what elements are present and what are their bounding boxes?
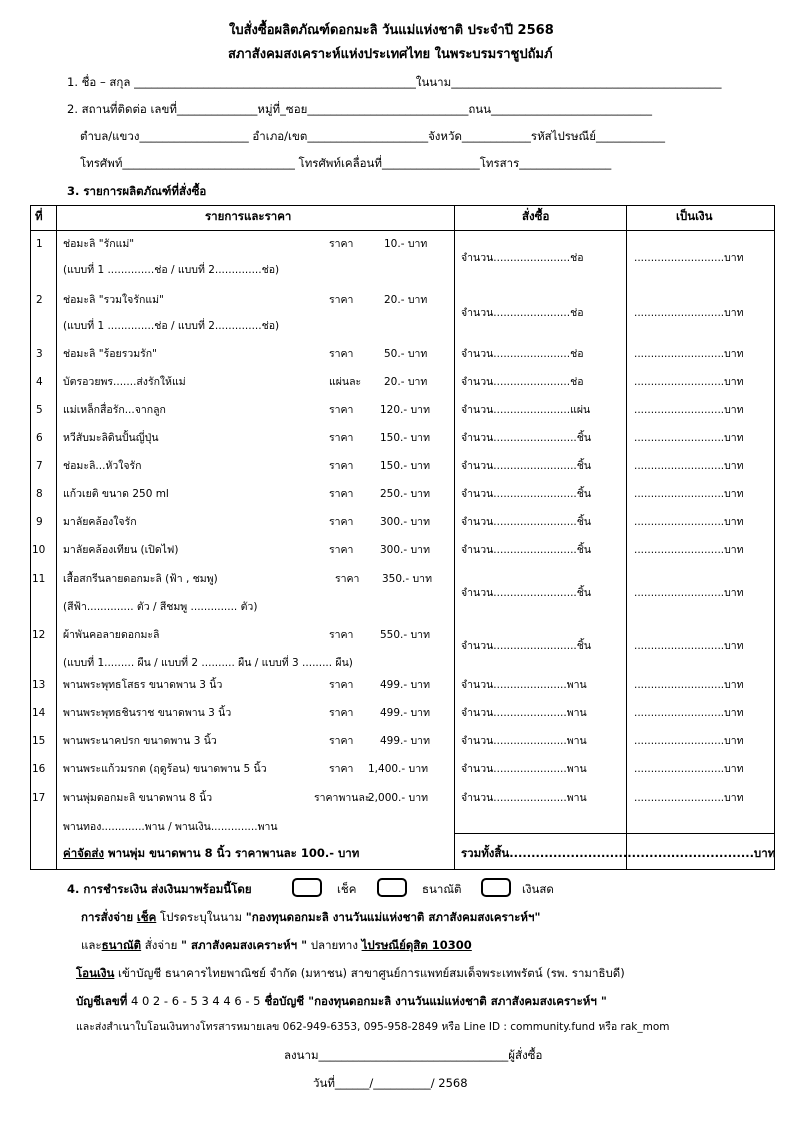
item-variant-line[interactable]: (แบบที่ 1......... ผืน / แบบที่ 2 .......... ผืน / แบบที่ 3 ......... ผืน)	[63, 657, 353, 669]
amount-field[interactable]: ...........................บาท	[634, 348, 744, 360]
cash-option-label: เงินสด	[522, 882, 554, 896]
form-subtitle: สภาสังคมสงเคราะห์แห่งประเทศไทย ในพระบรมราชูปถัมภ์	[228, 47, 553, 62]
amount-field[interactable]: ...........................บาท	[634, 307, 744, 319]
col-header-item: รายการและราคา	[205, 209, 292, 223]
item-unit: ราคา	[329, 516, 354, 528]
qty-field[interactable]: จำนวน.......................ช่อ	[461, 307, 584, 319]
item-price: 350.- บาท	[382, 573, 432, 585]
table-divider	[454, 206, 455, 869]
row-number: 10	[32, 544, 46, 556]
item-price: 2,000.- บาท	[368, 792, 429, 804]
item-price: 150.- บาท	[380, 460, 430, 472]
item-price: 50.- บาท	[384, 348, 428, 360]
item-name: ช่อมะลิ "ร้อยรวมรัก"	[63, 348, 157, 360]
qty-field[interactable]: จำนวน.........................ชิ้น	[461, 460, 592, 472]
cash-checkbox[interactable]	[481, 878, 511, 897]
qty-field[interactable]: จำนวน.........................ชิ้น	[461, 587, 592, 599]
item-name: หวีสับมะลิดินปั้นญี่ปุ่น	[63, 432, 159, 444]
item-unit: ราคา	[329, 294, 354, 306]
item-unit: ราคา	[329, 763, 354, 775]
shipping-label: ค่าจัดส่ง	[63, 846, 104, 860]
item-unit: ราคา	[329, 488, 354, 500]
item-price: 300.- บาท	[380, 544, 430, 556]
qty-field[interactable]: จำนวน.......................ช่อ	[461, 252, 584, 264]
item-unit: ราคา	[329, 707, 354, 719]
item-name: เสื้อสกรีนลายดอกมะลิ (ฟ้า , ชมพู)	[63, 573, 218, 585]
row-number: 9	[36, 516, 43, 528]
item-unit: ราคา	[329, 679, 354, 691]
item-price: 499.- บาท	[380, 735, 430, 747]
item-name: ผ้าพันคอลายดอกมะลิ	[63, 629, 160, 641]
amount-field[interactable]: ...........................บาท	[634, 460, 744, 472]
phone-field-line[interactable]: โทรศัพท์______________________________ โทรศัพท์เคลื่อนที่_________________โทรสาร________________	[80, 156, 612, 170]
item-unit: ราคา	[329, 460, 354, 472]
item-name: ช่อมะลิ "รวมใจรักแม่"	[63, 294, 164, 306]
row-number: 5	[36, 404, 43, 416]
amount-field[interactable]: ...........................บาท	[634, 516, 744, 528]
money-order-word: ธนาณัติ	[101, 938, 142, 952]
item-name: พานพระนาคปรก ขนาดพาน 3 นิ้ว	[63, 735, 217, 747]
amount-field[interactable]: ...........................บาท	[634, 707, 744, 719]
amount-field[interactable]: ...........................บาท	[634, 376, 744, 388]
item-variant-line[interactable]: (แบบที่ 1 ..............ช่อ / แบบที่ 2..............ช่อ)	[63, 320, 280, 332]
transfer-bank: เข้าบัญชี ธนาคารไทยพาณิชย์ จำกัด (มหาชน) สาขาศูนย์การแพทย์สมเด็จพระเทพรัตน์ (รพ. รามาธิบดี)	[114, 966, 625, 980]
qty-field[interactable]: จำนวน.........................ชิ้น	[461, 544, 592, 556]
payment-heading: 4. การชำระเงิน ส่งเงินมาพร้อมนี้โดย	[67, 882, 252, 896]
qty-field[interactable]: จำนวน.......................ช่อ	[461, 348, 584, 360]
money-order-middle: สั่งจ่าย	[141, 938, 182, 952]
amount-field[interactable]: ...........................บาท	[634, 735, 744, 747]
qty-field[interactable]: จำนวน......................พาน	[461, 735, 587, 747]
row-number: 2	[36, 294, 43, 306]
address-field-line[interactable]: 2. สถานที่ติดต่อ เลขที่______________หมู่ที่_ซอย____________________________ถนน____________________________	[67, 102, 653, 116]
header-divider	[31, 230, 774, 231]
item-name: พานพระพุทธโสธร ขนาดพาน 3 นิ้ว	[63, 679, 223, 691]
qty-field[interactable]: จำนวน.......................แผ่น	[461, 404, 591, 416]
col-header-amount: เป็นเงิน	[676, 209, 713, 223]
qty-field[interactable]: จำนวน......................พาน	[461, 763, 587, 775]
item-name: มาลัยคล้องใจรัก	[63, 516, 137, 528]
item-price: 499.- บาท	[380, 707, 430, 719]
item-name: พานพุ่มดอกมะลิ ขนาดพาน 8 นิ้ว	[63, 792, 213, 804]
item-name: แม่เหล็กสื่อรัก...จากลูก	[63, 404, 166, 416]
shipping-text: พานพุ่ม ขนาดพาน 8 นิ้ว ราคาพานละ 100.- บาท	[104, 846, 360, 860]
col-header-order: สั่งซื้อ	[522, 209, 550, 223]
money-order-checkbox[interactable]	[377, 878, 407, 897]
item-name: มาลัยคล้องเทียน (เปิดไฟ)	[63, 544, 179, 556]
item-price: 10.- บาท	[384, 238, 428, 250]
row-number: 13	[32, 679, 46, 691]
amount-field[interactable]: ...........................บาท	[634, 404, 744, 416]
qty-field[interactable]: จำนวน.......................ช่อ	[461, 376, 584, 388]
item-price: 550.- บาท	[380, 629, 430, 641]
signature-field[interactable]: ลงนาม_________________________________ผู้สั่งซื้อ	[284, 1048, 543, 1062]
cheque-middle: โปรดระบุในนาม	[156, 910, 246, 924]
account-label: บัญชีเลขที่	[76, 994, 128, 1008]
amount-field[interactable]: ...........................บาท	[634, 252, 744, 264]
item-price: 300.- บาท	[380, 516, 430, 528]
item-price: 120.- บาท	[380, 404, 430, 416]
row-number: 7	[36, 460, 43, 472]
row-number: 11	[32, 573, 46, 585]
cheque-checkbox[interactable]	[292, 878, 322, 897]
district-field-line[interactable]: ตำบล/แขวง___________________ อำเภอ/เขต_____________________จังหวัด____________รหัสไปรษณีย์____________	[80, 129, 665, 143]
qty-field[interactable]: จำนวน.........................ชิ้น	[461, 516, 592, 528]
item-unit: แผ่นละ	[329, 376, 362, 388]
item-price: 499.- บาท	[380, 679, 430, 691]
row-number: 3	[36, 348, 43, 360]
row-number: 1	[36, 238, 43, 250]
item-unit: ราคา	[335, 573, 360, 585]
amount-field[interactable]: ...........................บาท	[634, 488, 744, 500]
item-unit: ราคาพานละ	[314, 792, 371, 804]
shipping-note	[63, 848, 359, 860]
row-number: 16	[32, 763, 46, 775]
money-order-payee: " สภาสังคมสงเคราะห์ฯ "	[181, 938, 308, 952]
item-unit: ราคา	[329, 432, 354, 444]
money-order-option-label: ธนาณัติ	[422, 882, 462, 896]
item-price: 20.- บาท	[384, 376, 428, 388]
table-divider	[56, 206, 57, 869]
date-field[interactable]: วันที่______/__________/ 2568	[313, 1076, 468, 1090]
row-number: 14	[32, 707, 46, 719]
cheque-instruction	[81, 912, 540, 924]
table-divider	[626, 206, 627, 869]
item-unit: ราคา	[329, 404, 354, 416]
item-name: พานพระแก้วมรกต (ฤดูร้อน) ขนาดพาน 5 นิ้ว	[63, 763, 267, 775]
item-variant-line[interactable]: (สีฟ้า.............. ตัว / สีชมพู .............. ตัว)	[63, 601, 258, 613]
item-unit: ราคา	[329, 629, 354, 641]
row-number: 15	[32, 735, 46, 747]
qty-field[interactable]: จำนวน.........................ชิ้น	[461, 640, 592, 652]
item-name: ช่อมะลิ...หัวใจรัก	[63, 460, 142, 472]
item-name: บัตรอวยพร.......ส่งรักให้แม่	[63, 376, 186, 388]
total-divider	[454, 833, 774, 834]
section-products-heading: 3. รายการผลิตภัณฑ์ที่สั่งซื้อ	[67, 184, 207, 198]
name-field-line[interactable]: 1. ชื่อ – สกุล _________________________________________________ในนาม_______________________________________________	[67, 75, 722, 89]
row-number: 6	[36, 432, 43, 444]
amount-field[interactable]: ...........................บาท	[634, 544, 744, 556]
qty-field[interactable]: จำนวน.........................ชิ้น	[461, 432, 592, 444]
item-unit: ราคา	[329, 735, 354, 747]
amount-field[interactable]: ...........................บาท	[634, 640, 744, 652]
row-number: 8	[36, 488, 43, 500]
transfer-word: โอนเงิน	[76, 966, 115, 980]
account-info	[76, 996, 607, 1008]
qty-field[interactable]: จำนวน......................พาน	[461, 792, 587, 804]
amount-field[interactable]: ...........................บาท	[634, 587, 744, 599]
cheque-option-label: เช็ค	[337, 882, 357, 896]
row-number: 4	[36, 376, 43, 388]
item-price: 150.- บาท	[380, 432, 430, 444]
cheque-word: เช็ค	[136, 910, 157, 924]
item-unit: ราคา	[329, 348, 354, 360]
amount-field[interactable]: ...........................บาท	[634, 679, 744, 691]
send-slip-instruction: และส่งสำเนาใบโอนเงินทางโทรสารหมายเลข 062-949-6353, 095-958-2849 หรือ Line ID : community.fund หรือ rak_mom	[76, 1021, 670, 1033]
item-unit: ราคา	[329, 238, 354, 250]
item-variant-line[interactable]: (แบบที่ 1 ..............ช่อ / แบบที่ 2..............ช่อ)	[63, 264, 280, 276]
item-name: ช่อมะลิ "รักแม่"	[63, 238, 135, 250]
item-name: แก้วเยติ ขนาด 250 ml	[63, 488, 169, 500]
qty-field[interactable]: จำนวน......................พาน	[461, 679, 587, 691]
form-title: ใบสั่งซื้อผลิตภัณฑ์ดอกมะลิ วันแม่แห่งชาติ ประจำปี 2568	[229, 23, 554, 38]
item-name: พานพระพุทธชินราช ขนาดพาน 3 นิ้ว	[63, 707, 232, 719]
qty-field[interactable]: จำนวน......................พาน	[461, 707, 587, 719]
cheque-prefix: การสั่งจ่าย	[81, 910, 134, 924]
cheque-payee: "กองทุนดอกมะลิ งานวันแม่แห่งชาติ สภาสังคมสงเคราะห์ฯ"	[245, 910, 541, 924]
transfer-instruction	[76, 968, 625, 980]
item-price: 1,400.- บาท	[368, 763, 429, 775]
account-name: ชื่อบัญชี "กองทุนดอกมะลิ งานวันแม่แห่งชาติ สภาสังคมสงเคราะห์ฯ "	[260, 994, 607, 1008]
row-number: 17	[32, 792, 46, 804]
amount-field[interactable]: ...........................บาท	[634, 432, 744, 444]
grand-total-field[interactable]: รวมทั้งสิ้น........................................................บาท	[461, 846, 776, 860]
money-order-instruction	[81, 940, 472, 952]
account-number: 4 0 2 - 6 - 5 3 4 4 6 - 5	[127, 994, 261, 1008]
money-order-prefix: และ	[81, 938, 102, 952]
money-order-dest-label: ปลายทาง	[307, 938, 362, 952]
col-header-no: ที่	[35, 209, 43, 223]
item-price: 250.- บาท	[380, 488, 430, 500]
amount-field[interactable]: ...........................บาท	[634, 792, 744, 804]
amount-field[interactable]: ...........................บาท	[634, 763, 744, 775]
money-order-dest: ไปรษณีย์ดุสิต 10300	[361, 938, 472, 952]
item-unit: ราคา	[329, 544, 354, 556]
qty-field[interactable]: จำนวน.........................ชิ้น	[461, 488, 592, 500]
item-variant-line[interactable]: พานทอง.............พาน / พานเงิน..............พาน	[63, 821, 278, 833]
item-price: 20.- บาท	[384, 294, 428, 306]
row-number: 12	[32, 629, 46, 641]
